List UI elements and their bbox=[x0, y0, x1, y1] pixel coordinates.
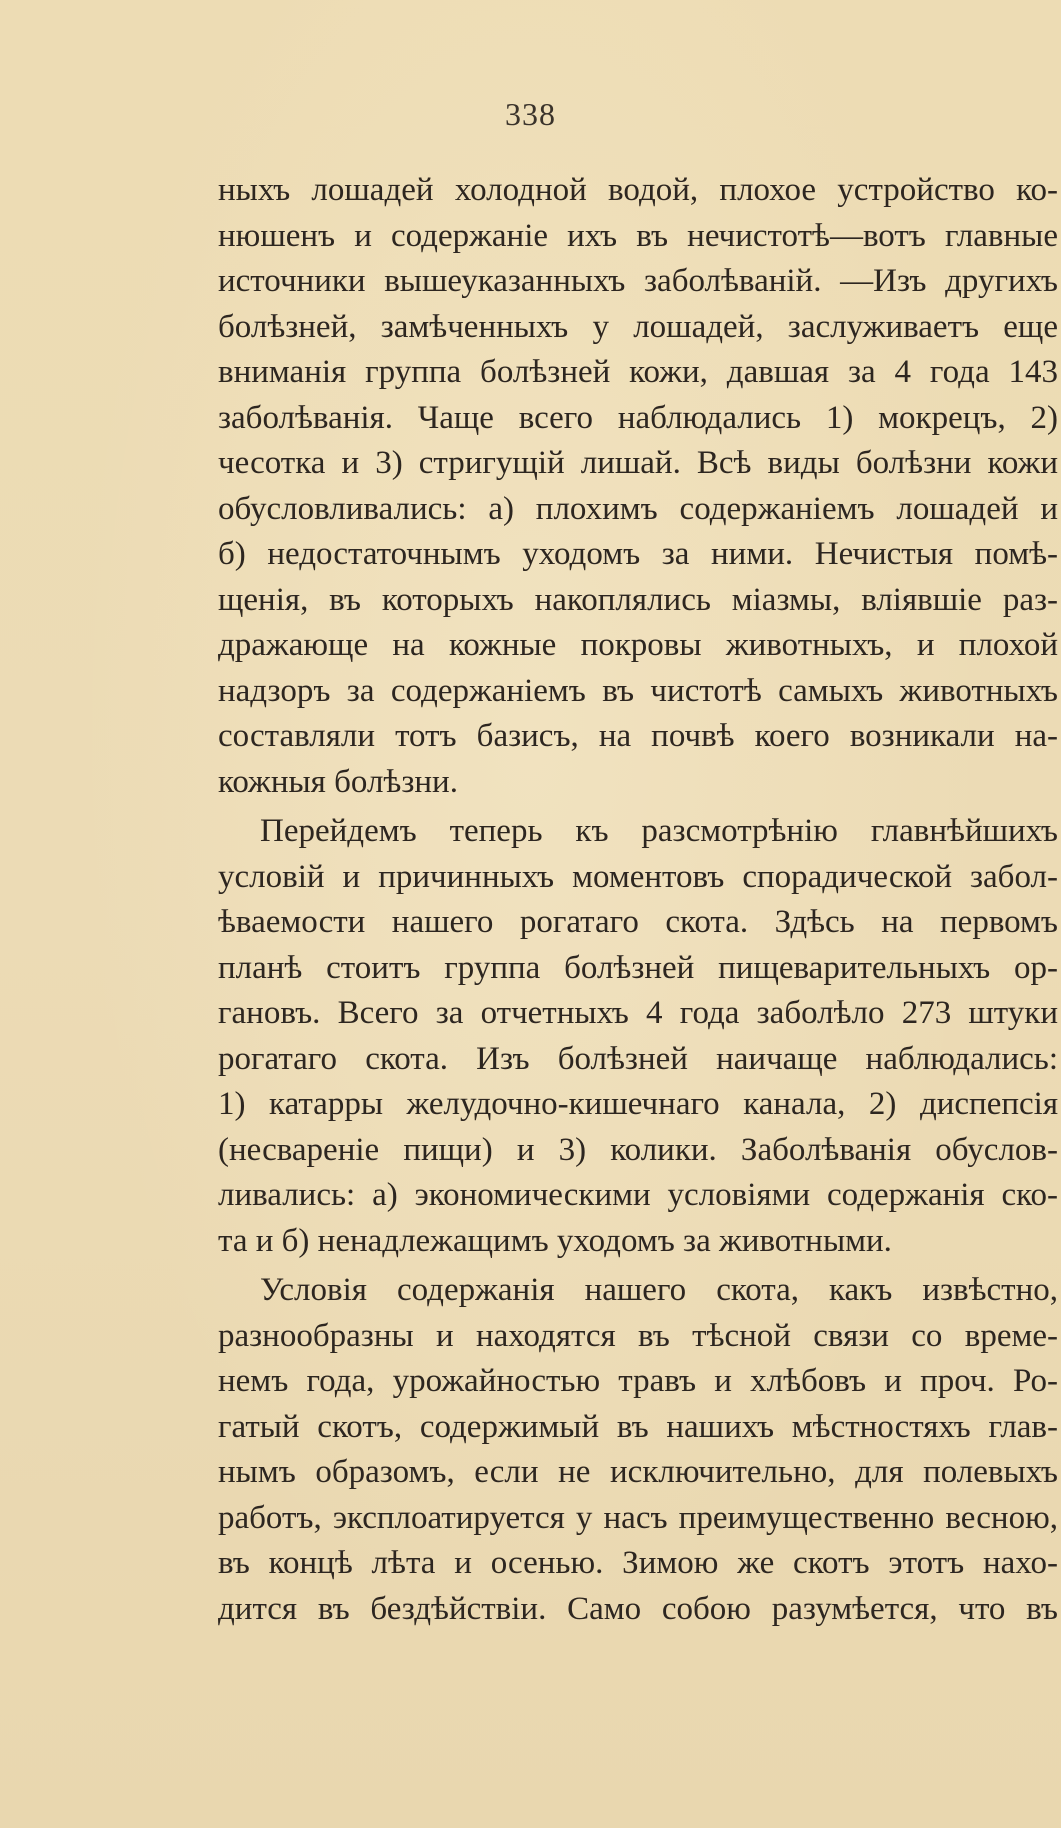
text-line: гановъ. Всего за отчетныхъ 4 года заболѣло 273 штуки bbox=[218, 995, 1058, 1031]
text-line: щенія, въ которыхъ накоплялись міазмы, вліявшіе раз- bbox=[218, 581, 1058, 618]
text-line: составляли тотъ базисъ, на почвѣ коего возникали на- bbox=[218, 718, 1058, 754]
text-line: б) недостаточнымъ уходомъ за ними. Нечистыя помѣ- bbox=[218, 536, 1058, 572]
text-line: Условія содержанія нашего скота, какъ извѣстно, bbox=[260, 1272, 1058, 1308]
text-line: въ концѣ лѣта и осенью. Зимою же скотъ этотъ нахо- bbox=[218, 1545, 1058, 1581]
text-line: ѣваемости нашего рогатаго скота. Здѣсь на первомъ bbox=[218, 904, 1058, 940]
paragraph-3 bbox=[218, 1268, 1058, 1632]
text-line: (несвареніе пищи) и 3) колики. Заболѣванія обуслов- bbox=[218, 1131, 1058, 1168]
text-line: та и б) ненадлежащимъ уходомъ за животными. bbox=[218, 1222, 892, 1259]
page-number: 338 bbox=[505, 96, 556, 132]
text-line: болѣзней, замѣченныхъ у лошадей, заслуживаетъ еще bbox=[218, 308, 1058, 345]
text-line: дится въ бездѣйствіи. Само собою разумѣется, что въ bbox=[218, 1590, 1058, 1627]
text-line: рогатаго скота. Изъ болѣзней наичаще наблюдались: bbox=[218, 1040, 1058, 1077]
text-line: нымъ образомъ, если не исключительно, для полевыхъ bbox=[218, 1454, 1058, 1490]
text-line: кожныя болѣзни. bbox=[218, 763, 458, 800]
text-line: условій и причинныхъ моментовъ спорадической забол- bbox=[218, 858, 1058, 895]
text-line: работъ, эксплоатируется у насъ преимущественно весною, bbox=[218, 1499, 1058, 1536]
text-line: нюшенъ и содержаніе ихъ въ нечистотѣ—вотъ главные bbox=[218, 217, 1058, 254]
text-line: обусловливались: а) плохимъ содержаніемъ лошадей и bbox=[218, 490, 1058, 527]
text-line: источники вышеуказанныхъ заболѣваній. —Изъ другихъ bbox=[218, 263, 1058, 299]
text-line: 1) катарры желудочно-кишечнаго канала, 2) диспепсія bbox=[218, 1086, 1058, 1122]
text-line: Перейдемъ теперь къ разсмотрѣнію главнѣйшихъ bbox=[260, 813, 1058, 849]
text-line: ныхъ лошадей холодной водой, плохое устройство ко- bbox=[218, 172, 1058, 208]
text-line: разнообразны и находятся въ тѣсной связи со време- bbox=[218, 1317, 1058, 1354]
text-line: планѣ стоитъ группа болѣзней пищеварительныхъ ор- bbox=[218, 949, 1058, 986]
paragraph-1 bbox=[218, 168, 1058, 805]
text-line: надзоръ за содержаніемъ въ чистотѣ самыхъ животныхъ bbox=[218, 672, 1058, 709]
text-line: заболѣванія. Чаще всего наблюдались 1) мокрецъ, 2) bbox=[218, 399, 1058, 436]
text-line: дражающе на кожные покровы животныхъ, и плохой bbox=[218, 627, 1058, 663]
paragraph-2 bbox=[218, 809, 1058, 1264]
text-line: ливались: а) экономическими условіями содержанія ско- bbox=[218, 1177, 1058, 1213]
text-line: немъ года, урожайностью травъ и хлѣбовъ и проч. Ро- bbox=[218, 1363, 1058, 1399]
body-text bbox=[218, 168, 1058, 1636]
text-line: чесотка и 3) стригущій лишай. Всѣ виды болѣзни кожи bbox=[218, 445, 1058, 481]
text-line: гатый скотъ, содержимый въ нашихъ мѣстностяхъ глав- bbox=[218, 1408, 1058, 1445]
text-line: вниманія группа болѣзней кожи, давшая за 4 года 143 bbox=[218, 354, 1058, 390]
